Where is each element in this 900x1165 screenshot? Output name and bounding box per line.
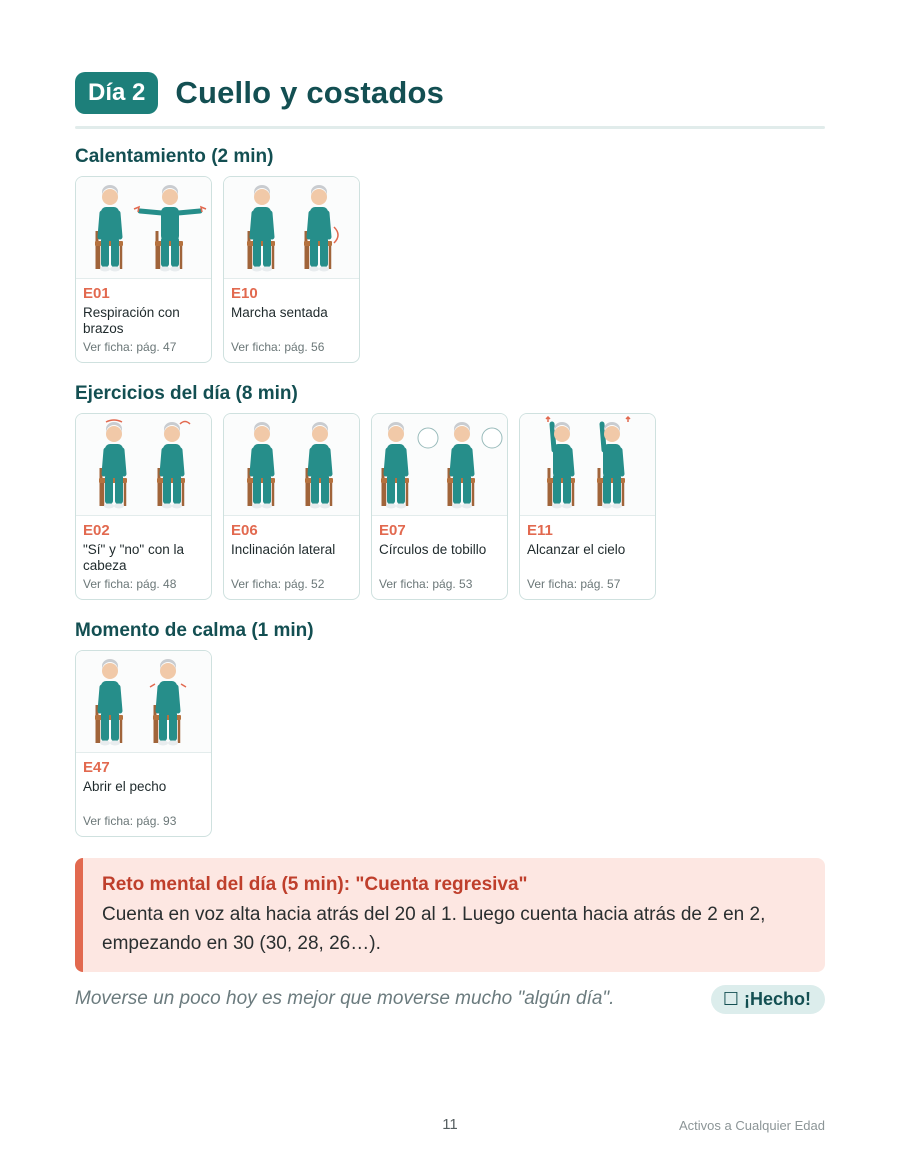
exercise-code: E02 [83, 522, 110, 539]
exercise-name: Inclinación lateral [231, 542, 336, 557]
section-warmup [75, 145, 360, 363]
side-bend-illustration [224, 414, 359, 516]
page-number: 11 [442, 1116, 458, 1133]
exercise-card-e10[interactable] [223, 176, 360, 363]
section-title-calm: Momento de calma (1 min) [75, 620, 314, 641]
done-checkbox-button[interactable]: ☐ ¡Hecho! [711, 985, 825, 1014]
exercise-page-ref: Ver ficha: pág. 53 [379, 577, 473, 591]
exercise-code: E01 [83, 285, 110, 302]
exercise-page-ref: Ver ficha: pág. 56 [231, 340, 325, 354]
exercise-card-e01[interactable] [75, 176, 212, 363]
exercise-page-ref: Ver ficha: pág. 57 [527, 577, 621, 591]
page-content [75, 70, 825, 1009]
exercise-page-ref: Ver ficha: pág. 93 [83, 814, 177, 828]
breathing-arms-illustration [76, 177, 211, 279]
section-title-daily: Ejercicios del día (8 min) [75, 383, 298, 404]
day-badge: Día 2 [75, 72, 158, 114]
exercise-card-e02[interactable] [75, 413, 212, 600]
exercise-name: Respiración con brazos [83, 305, 180, 336]
card-list [75, 650, 314, 837]
day-header [75, 70, 825, 116]
card-list [75, 176, 360, 363]
page-title: Cuello y costados [175, 75, 445, 110]
exercise-page-ref: Ver ficha: pág. 52 [231, 577, 325, 591]
exercise-code: E10 [231, 285, 258, 302]
exercise-code: E06 [231, 522, 258, 539]
section-title-warmup: Calentamiento (2 min) [75, 146, 274, 167]
section-calm [75, 619, 314, 837]
exercise-code: E11 [527, 522, 553, 539]
exercise-name: Alcanzar el cielo [527, 542, 626, 557]
exercise-card-e07[interactable] [371, 413, 508, 600]
chest-opener-illustration [76, 651, 211, 753]
book-title: Activos a Cualquier Edad [679, 1118, 825, 1133]
motivation-row [75, 984, 825, 1014]
motivation-quote: Moverse un poco hoy es mejor que moverse mucho "algún día". [75, 988, 615, 1009]
section-daily-exercises [75, 382, 656, 600]
exercise-card-e06[interactable] [223, 413, 360, 600]
exercise-code: E07 [379, 522, 406, 539]
exercise-code: E47 [83, 759, 110, 776]
exercise-card-e11[interactable] [519, 413, 656, 600]
exercise-name: Círculos de tobillo [379, 542, 487, 557]
exercise-page-ref: Ver ficha: pág. 47 [83, 340, 177, 354]
challenge-text: Cuenta en voz alta hacia atrás del 20 al 1. Luego cuenta hacia atrás de 2 en 2, empezando en 30 (30, 28, 26…). [102, 904, 766, 954]
exercise-page-ref: Ver ficha: pág. 48 [83, 577, 177, 591]
exercise-name: "Sí" y "no" con la cabeza [83, 542, 184, 573]
reach-sky-illustration [520, 414, 655, 516]
exercise-name: Marcha sentada [231, 305, 328, 320]
seated-march-illustration [224, 177, 359, 279]
mental-challenge-box [75, 858, 825, 972]
exercise-card-e47[interactable] [75, 650, 212, 837]
header-divider [75, 126, 825, 129]
card-list [75, 413, 656, 600]
exercise-name: Abrir el pecho [83, 779, 167, 794]
head-nod-illustration [76, 414, 211, 516]
challenge-title: Reto mental del día (5 min): "Cuenta regresiva" [102, 874, 528, 895]
ankle-circles-illustration [372, 414, 507, 516]
